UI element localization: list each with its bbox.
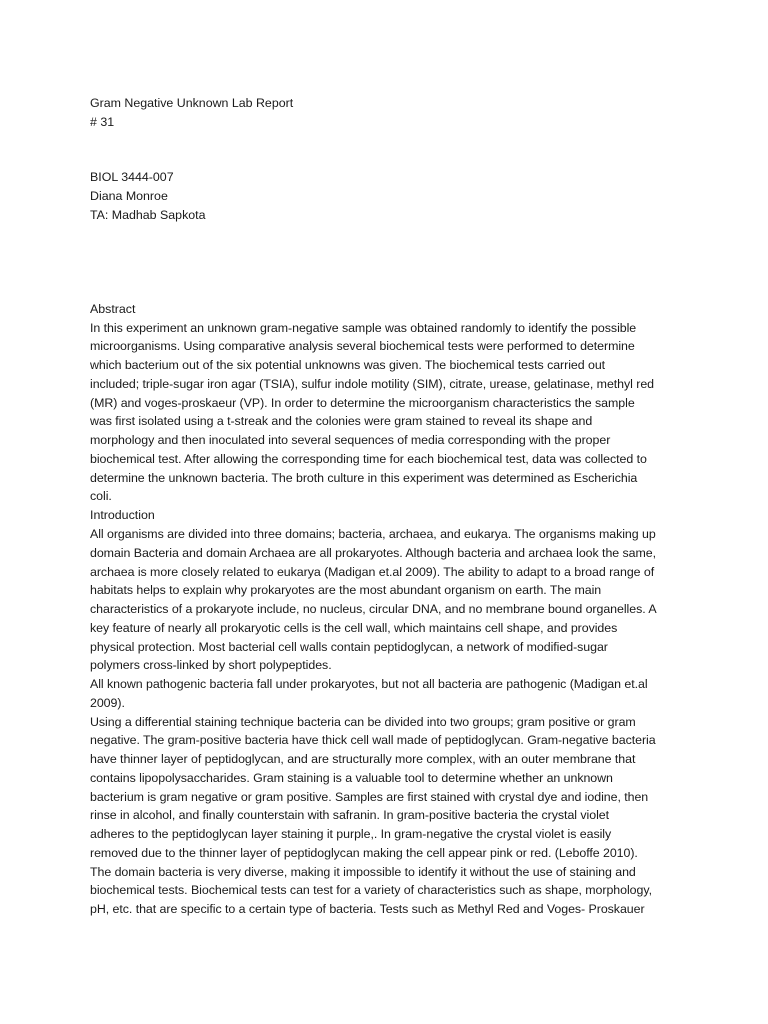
- abstract-line: morphology and then inoculated into several sequences of media corresponding with the proper: [90, 433, 611, 448]
- abstract-line: determine the unknown bacteria. The broth culture in this experiment was determined as Escherichia: [90, 470, 638, 485]
- abstract-line: biochemical test. After allowing the corresponding time for each biochemical test, data was collected to: [90, 451, 647, 466]
- abstract-line: which bacterium out of the six potential unknowns was given. The biochemical tests carried out: [90, 358, 606, 373]
- introduction-line: removed due to the thinner layer of peptidoglycan making the cell appear pink or red. (Leboffe 2010).: [90, 845, 638, 860]
- introduction-line: polymers cross-linked by short polypeptides.: [90, 658, 332, 673]
- introduction-line: domain Bacteria and domain Archaea are all prokaryotes. Although bacteria and archaea look the same,: [90, 545, 657, 560]
- introduction-line: negative. The gram-positive bacteria have thick cell wall made of peptidoglycan. Gram-negative bacteria: [90, 733, 656, 748]
- abstract-line: was first isolated using a t-streak and the colonies were gram stained to reveal its shape and: [90, 414, 593, 429]
- abstract-heading: Abstract: [90, 301, 136, 316]
- report-number: # 31: [90, 114, 115, 129]
- introduction-line: rinse in alcohol, and finally counterstain with safranin. In gram-positive bacteria the crystal violet: [90, 808, 610, 823]
- introduction-line: All organisms are divided into three domains; bacteria, archaea, and eukarya. The organisms making up: [90, 527, 656, 542]
- abstract-line: In this experiment an unknown gram-negative sample was obtained randomly to identify the possible: [90, 320, 637, 335]
- introduction-line: All known pathogenic bacteria fall under prokaryotes, but not all bacteria are pathogenic (Madigan et.al: [90, 677, 648, 692]
- report-title: Gram Negative Unknown Lab Report: [90, 96, 294, 110]
- introduction-line: habitats helps to explain why prokaryotes are the most abundant organism on earth. The main: [90, 583, 602, 598]
- abstract-section: [90, 300, 708, 507]
- introduction-line: key feature of nearly all prokaryotic cells is the cell wall, which maintains cell shape, and provides: [90, 620, 618, 635]
- introduction-line: physical protection. Most bacterial cell walls contain peptidoglycan, a network of modified-sugar: [90, 639, 608, 654]
- abstract-line: microorganisms. Using comparative analysis several biochemical tests were performed to determine: [90, 339, 635, 354]
- report-header: [90, 94, 708, 131]
- introduction-paragraph: [90, 525, 708, 919]
- introduction-line: bacterium is gram negative or gram positive. Samples are first stained with crystal dye and iodine, then: [90, 789, 649, 804]
- introduction-line: 2009).: [90, 695, 125, 710]
- introduction-line: biochemical tests. Biochemical tests can test for a variety of characteristics such as shape, morphology,: [90, 883, 652, 898]
- introduction-line: contains lipopolysaccharides. Gram staining is a valuable tool to determine whether an unknown: [90, 770, 613, 785]
- introduction-line: The domain bacteria is very diverse, making it impossible to identify it without the use of staining and: [90, 864, 636, 879]
- student-name: Diana Monroe: [90, 189, 168, 204]
- introduction-line: pH, etc. that are specific to a certain type of bacteria. Tests such as Methyl Red and Voges- Proskauer: [90, 902, 645, 917]
- introduction-line: adheres to the peptidoglycan layer staining it purple,. In gram-negative the crystal violet is easily: [90, 827, 612, 842]
- abstract-line: coli.: [90, 489, 112, 504]
- ta-name: TA: Madhab Sapkota: [90, 207, 206, 222]
- course-code: BIOL 3444-007: [90, 170, 174, 185]
- abstract-line: (MR) and voges-proskaeur (VP). In order to determine the microorganism characteristics the sample: [90, 395, 635, 410]
- introduction-heading: Introduction: [90, 508, 155, 523]
- introduction-line: have thinner layer of peptidoglycan, and are structurally more complex, with an outer membrane that: [90, 752, 636, 767]
- introduction-line: Using a differential staining technique bacteria can be divided into two groups; gram positive or gram: [90, 714, 636, 729]
- introduction-section: [90, 506, 708, 919]
- abstract-line: included; triple-sugar iron agar (TSIA), sulfur indole motility (SIM), citrate, urease, gelatinase, methyl red: [90, 376, 655, 391]
- introduction-line: archaea is more closely related to eukarya (Madigan et.al 2009). The ability to adapt to a broad range of: [90, 564, 655, 579]
- introduction-line: characteristics of a prokaryote include, no nucleus, circular DNA, and no membrane bound organelles. A: [90, 602, 657, 617]
- abstract-paragraph: [90, 319, 708, 507]
- course-info: [90, 168, 708, 224]
